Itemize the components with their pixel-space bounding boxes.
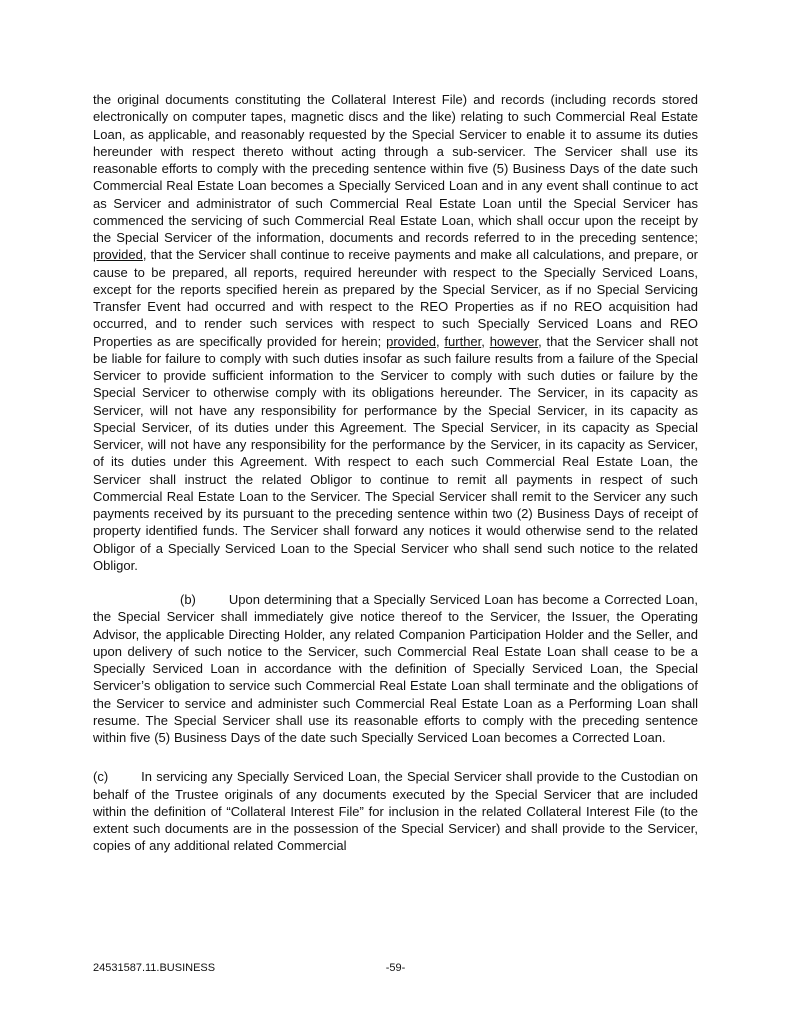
text-run: ,: [435, 333, 445, 349]
text-run: In servicing any Specially Serviced Loan, the Special Servicer shall provide to the Custodian on behalf of the Trustee originals of any documents executed by the Special Servicer that are included within the definition of “Collateral Interest File” for inclusion in the related Collateral Interest File (to the extent such documents are in the possession of the Special Servicer) and shall provide to the Servicer, copies of any additional related Commercial: [93, 769, 698, 854]
subsection-label: (b): [180, 592, 196, 607]
underlined-term-further: further: [444, 333, 482, 349]
subsection-label: (c): [93, 769, 109, 785]
footer-page-number: -59-: [385, 962, 406, 974]
underlined-term-provided: provided: [386, 333, 436, 349]
text-run: , that the Servicer shall continue to receive payments and make all calculations, and prepare, or cause to be prepared, all reports, required hereunder with respect to the Specially Serviced Loans, except for the reports specified herein as prepared by the Special Servicer, as if no Special Servicing Transfer Event had occurred and with respect to the REO Properties as if no REO acquisition had occurred, and to render such services with respect to such Specially Serviced Loans and REO Properties as are specifically provided for herein;: [93, 247, 698, 349]
page-body-text: [93, 91, 698, 855]
text-run: the original documents constituting the Collateral Interest File) and records (including records stored electronically on computer tapes, magnetic discs and the like) relating to such Commercial Real Estate Loan, as applicable, and reasonably requested by the Special Servicer to enable it to assume its duties hereunder with respect thereto without acting through a sub-servicer. The Servicer shall use its reasonable efforts to comply with the preceding sentence within five (5) Business Days of the date such Commercial Real Estate Loan becomes a Specially Serviced Loan and in any event shall continue to act as Servicer and administrator of such Commercial Real Estate Loan until the Special Servicer has commenced the servicing of such Commercial Real Estate Loan, which shall occur upon the receipt by the Special Servicer of the information, documents and records referred to in the preceding sentence;: [93, 92, 698, 245]
text-run: ,: [481, 333, 490, 349]
paragraph-subsection-c: [93, 768, 698, 854]
footer-document-id: 24531587.11.BUSINESS: [93, 962, 216, 974]
text-run: Upon determining that a Specially Serviced Loan has become a Corrected Loan, the Special Servicer shall immediately give notice thereof to the Servicer, the Issuer, the Operating Advisor, the applicable Directing Holder, any related Companion Participation Holder and the Seller, and upon delivery of such notice to the Servicer, such Commercial Real Estate Loan shall cease to be a Specially Serviced Loan in accordance with the definition of Specially Serviced Loan, the Special Servicer’s obligation to service such Commercial Real Estate Loan shall terminate and the obligations of the Servicer to service and administer such Commercial Real Estate Loan as a Performing Loan shall resume. The Special Servicer shall use its reasonable efforts to comply with the preceding sentence within five (5) Business Days of the date such Specially Serviced Loan becomes a Corrected Loan.: [93, 592, 698, 745]
underlined-term-however: however: [489, 333, 539, 349]
underlined-term-provided: provided: [93, 247, 143, 263]
paragraph-continuation: [93, 91, 698, 574]
paragraph-subsection-b: [93, 591, 698, 746]
text-run: , that the Servicer shall not be liable for failure to comply with such duties insofar as such failure results from a failure of the Special Servicer to provide sufficient information to the Servicer to comply with such duties or failure by the Special Servicer to otherwise comply with its obligations hereunder. The Servicer, in its capacity as Servicer, will not have any responsibility for performance by the Special Servicer, in its capacity as Special Servicer, of its duties under this Agreement. The Special Servicer, in its capacity as Special Servicer, will not have any responsibility for the performance by the Servicer, in its capacity as Servicer, of its duties under this Agreement. With respect to each such Commercial Real Estate Loan, the Servicer shall instruct the related Obligor to continue to remit all payments in respect of such Commercial Real Estate Loan to the Servicer. The Special Servicer shall remit to the Servicer any such payments received by its pursuant to the preceding sentence within two (2) Business Days of receipt of property identified funds. The Servicer shall forward any notices it would otherwise send to the related Obligor of a Specially Serviced Loan to the Special Servicer who shall send such notice to the related Obligor.: [93, 333, 699, 573]
